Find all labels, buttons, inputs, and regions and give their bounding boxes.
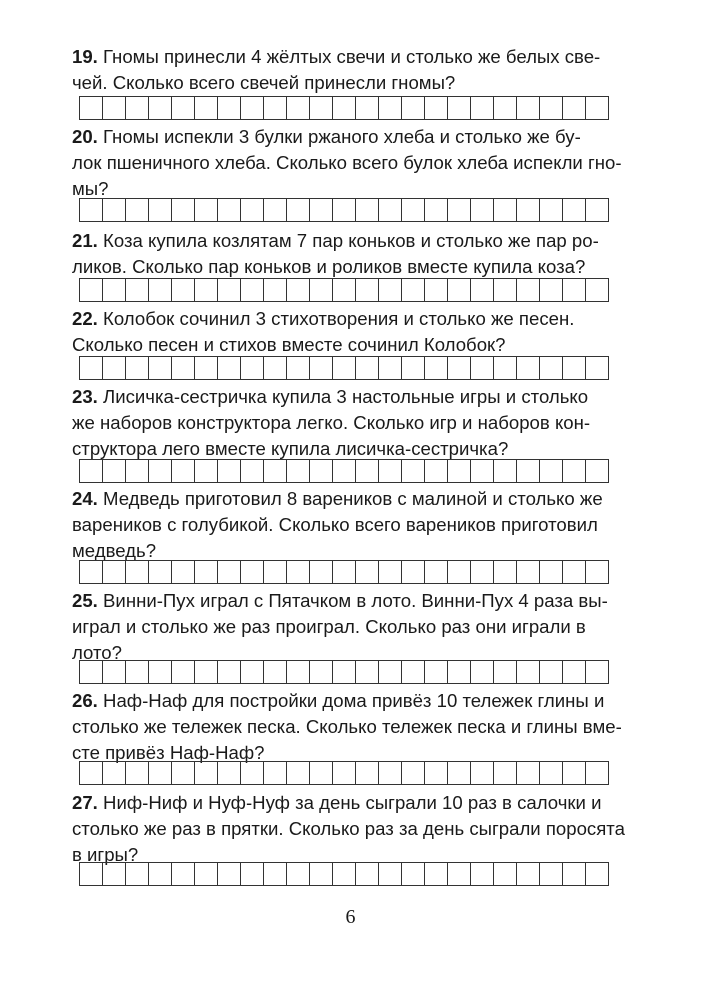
- answer-cell[interactable]: [447, 96, 471, 120]
- answer-cell[interactable]: [148, 761, 172, 785]
- answer-cell[interactable]: [79, 198, 103, 222]
- answer-cell[interactable]: [263, 198, 287, 222]
- task-text: Гномы принесли 4 жёлтых свечи и столько же белых све- чей. Сколько всего свечей принесли гномы?: [72, 46, 601, 93]
- answer-cell[interactable]: [194, 96, 218, 120]
- answer-cell[interactable]: [424, 96, 448, 120]
- answer-cell[interactable]: [355, 862, 379, 886]
- answer-cell[interactable]: [194, 560, 218, 584]
- answer-cell[interactable]: [217, 560, 241, 584]
- answer-cell[interactable]: [286, 278, 310, 302]
- answer-cell[interactable]: [539, 278, 563, 302]
- answer-grid[interactable]: [79, 660, 608, 684]
- answer-cell[interactable]: [539, 761, 563, 785]
- answer-cell[interactable]: [194, 198, 218, 222]
- answer-cell[interactable]: [332, 560, 356, 584]
- answer-cell[interactable]: [424, 761, 448, 785]
- task-27: [72, 790, 640, 868]
- answer-cell[interactable]: [125, 761, 149, 785]
- answer-cell[interactable]: [470, 761, 494, 785]
- task-number: 23.: [72, 386, 98, 407]
- answer-cell[interactable]: [378, 459, 402, 483]
- answer-cell[interactable]: [424, 660, 448, 684]
- answer-cell[interactable]: [516, 278, 540, 302]
- answer-cell[interactable]: [332, 862, 356, 886]
- answer-cell[interactable]: [171, 862, 195, 886]
- answer-cell[interactable]: [516, 660, 540, 684]
- answer-cell[interactable]: [286, 862, 310, 886]
- answer-cell[interactable]: [171, 198, 195, 222]
- answer-cell[interactable]: [194, 761, 218, 785]
- answer-cell[interactable]: [355, 198, 379, 222]
- answer-cell[interactable]: [516, 356, 540, 380]
- answer-cell[interactable]: [585, 761, 609, 785]
- answer-cell[interactable]: [79, 761, 103, 785]
- answer-cell[interactable]: [171, 96, 195, 120]
- task-number: 26.: [72, 690, 98, 711]
- answer-cell[interactable]: [148, 278, 172, 302]
- answer-cell[interactable]: [539, 198, 563, 222]
- task-text: Гномы испекли 3 булки ржаного хлеба и столько же бу- лок пшеничного хлеба. Сколько всего булок хлеба испекли гно- мы?: [72, 126, 622, 199]
- page-number: 6: [345, 906, 356, 928]
- task-text: Медведь приготовил 8 вареников с малиной и столько же вареников с голубикой. Сколько всего вареников приготовил медведь?: [72, 488, 603, 561]
- answer-cell[interactable]: [79, 278, 103, 302]
- task-text: Лисичка-сестричка купила 3 настольные игры и столько же наборов конструктора легко. Сколько игр и наборов кон- структора лего вместе купила лисичка-сестричка?: [72, 386, 591, 459]
- answer-cell[interactable]: [447, 459, 471, 483]
- answer-cell[interactable]: [217, 356, 241, 380]
- answer-cell[interactable]: [125, 560, 149, 584]
- answer-cell[interactable]: [585, 660, 609, 684]
- answer-cell[interactable]: [401, 198, 425, 222]
- answer-cell[interactable]: [240, 356, 264, 380]
- answer-cell[interactable]: [263, 560, 287, 584]
- answer-cell[interactable]: [194, 862, 218, 886]
- answer-cell[interactable]: [378, 96, 402, 120]
- answer-cell[interactable]: [240, 198, 264, 222]
- answer-cell[interactable]: [516, 862, 540, 886]
- answer-cell[interactable]: [355, 560, 379, 584]
- answer-cell[interactable]: [539, 459, 563, 483]
- answer-cell[interactable]: [263, 459, 287, 483]
- answer-cell[interactable]: [470, 356, 494, 380]
- answer-cell[interactable]: [217, 459, 241, 483]
- answer-cell[interactable]: [286, 356, 310, 380]
- answer-cell[interactable]: [102, 761, 126, 785]
- answer-cell[interactable]: [263, 278, 287, 302]
- answer-cell[interactable]: [148, 356, 172, 380]
- answer-cell[interactable]: [355, 660, 379, 684]
- answer-cell[interactable]: [585, 459, 609, 483]
- answer-cell[interactable]: [309, 96, 333, 120]
- task-text: Колобок сочинил 3 стихотворения и столько же песен. Сколько песен и стихов вместе сочинил Колобок?: [72, 308, 575, 355]
- answer-cell[interactable]: [309, 862, 333, 886]
- answer-cell[interactable]: [355, 459, 379, 483]
- answer-cell[interactable]: [470, 96, 494, 120]
- answer-cell[interactable]: [148, 560, 172, 584]
- answer-cell[interactable]: [401, 356, 425, 380]
- answer-cell[interactable]: [585, 96, 609, 120]
- task-number: 22.: [72, 308, 98, 329]
- answer-cell[interactable]: [493, 96, 517, 120]
- answer-cell[interactable]: [493, 761, 517, 785]
- task-26: [72, 688, 640, 766]
- answer-cell[interactable]: [516, 560, 540, 584]
- task-text: Винни-Пух играл с Пятачком в лото. Винни-Пух 4 раза вы- играл и столько же раз проиграл. Сколько раз они играли в лото?: [72, 590, 608, 663]
- answer-cell[interactable]: [516, 761, 540, 785]
- answer-cell[interactable]: [286, 96, 310, 120]
- task-22: [72, 306, 640, 358]
- answer-cell[interactable]: [401, 96, 425, 120]
- answer-cell[interactable]: [493, 356, 517, 380]
- answer-cell[interactable]: [470, 560, 494, 584]
- answer-cell[interactable]: [562, 96, 586, 120]
- answer-cell[interactable]: [125, 459, 149, 483]
- answer-cell[interactable]: [217, 96, 241, 120]
- answer-cell[interactable]: [148, 459, 172, 483]
- answer-grid[interactable]: [79, 198, 608, 222]
- answer-grid[interactable]: [79, 560, 608, 584]
- answer-cell[interactable]: [355, 761, 379, 785]
- answer-cell[interactable]: [309, 459, 333, 483]
- answer-cell[interactable]: [424, 560, 448, 584]
- answer-cell[interactable]: [493, 278, 517, 302]
- answer-cell[interactable]: [539, 356, 563, 380]
- answer-cell[interactable]: [585, 278, 609, 302]
- answer-cell[interactable]: [102, 198, 126, 222]
- answer-cell[interactable]: [562, 560, 586, 584]
- answer-cell[interactable]: [125, 278, 149, 302]
- answer-cell[interactable]: [447, 198, 471, 222]
- answer-cell[interactable]: [447, 356, 471, 380]
- answer-cell[interactable]: [562, 862, 586, 886]
- answer-cell[interactable]: [217, 198, 241, 222]
- answer-cell[interactable]: [493, 459, 517, 483]
- answer-cell[interactable]: [148, 660, 172, 684]
- answer-cell[interactable]: [171, 761, 195, 785]
- task-text: Наф-Наф для постройки дома привёз 10 тележек глины и столько же тележек песка. Сколько тележек песка и глины вме- сте привёз Наф-Наф?: [72, 690, 622, 763]
- answer-cell[interactable]: [102, 560, 126, 584]
- answer-cell[interactable]: [79, 660, 103, 684]
- answer-cell[interactable]: [217, 278, 241, 302]
- answer-grid[interactable]: [79, 356, 608, 380]
- answer-cell[interactable]: [562, 198, 586, 222]
- answer-cell[interactable]: [424, 356, 448, 380]
- task-25: [72, 588, 640, 666]
- task-20: [72, 124, 640, 202]
- answer-cell[interactable]: [171, 356, 195, 380]
- answer-cell[interactable]: [217, 761, 241, 785]
- answer-cell[interactable]: [401, 660, 425, 684]
- answer-cell[interactable]: [240, 660, 264, 684]
- task-number: 27.: [72, 792, 98, 813]
- answer-grid[interactable]: [79, 278, 608, 302]
- answer-cell[interactable]: [240, 96, 264, 120]
- answer-cell[interactable]: [148, 198, 172, 222]
- answer-cell[interactable]: [516, 96, 540, 120]
- answer-cell[interactable]: [286, 198, 310, 222]
- answer-cell[interactable]: [286, 660, 310, 684]
- answer-grid[interactable]: [79, 761, 608, 785]
- answer-cell[interactable]: [309, 278, 333, 302]
- answer-grid[interactable]: [79, 96, 608, 120]
- answer-cell[interactable]: [79, 862, 103, 886]
- answer-cell[interactable]: [447, 278, 471, 302]
- answer-cell[interactable]: [309, 761, 333, 785]
- answer-cell[interactable]: [194, 459, 218, 483]
- answer-cell[interactable]: [562, 761, 586, 785]
- task-number: 20.: [72, 126, 98, 147]
- answer-cell[interactable]: [125, 198, 149, 222]
- answer-cell[interactable]: [585, 862, 609, 886]
- answer-cell[interactable]: [493, 660, 517, 684]
- answer-cell[interactable]: [539, 96, 563, 120]
- answer-cell[interactable]: [332, 761, 356, 785]
- answer-cell[interactable]: [447, 761, 471, 785]
- task-23: [72, 384, 640, 462]
- answer-cell[interactable]: [493, 198, 517, 222]
- answer-cell[interactable]: [194, 660, 218, 684]
- answer-cell[interactable]: [263, 96, 287, 120]
- answer-cell[interactable]: [355, 278, 379, 302]
- answer-cell[interactable]: [263, 862, 287, 886]
- task-number: 21.: [72, 230, 98, 251]
- answer-cell[interactable]: [171, 560, 195, 584]
- answer-cell[interactable]: [516, 198, 540, 222]
- answer-grid[interactable]: [79, 862, 608, 886]
- answer-cell[interactable]: [240, 862, 264, 886]
- answer-cell[interactable]: [148, 96, 172, 120]
- answer-cell[interactable]: [286, 560, 310, 584]
- answer-cell[interactable]: [79, 459, 103, 483]
- answer-cell[interactable]: [102, 356, 126, 380]
- answer-cell[interactable]: [286, 761, 310, 785]
- answer-cell[interactable]: [125, 356, 149, 380]
- answer-cell[interactable]: [470, 660, 494, 684]
- answer-cell[interactable]: [194, 356, 218, 380]
- answer-cell[interactable]: [217, 660, 241, 684]
- answer-cell[interactable]: [585, 198, 609, 222]
- answer-cell[interactable]: [585, 356, 609, 380]
- answer-cell[interactable]: [378, 862, 402, 886]
- task-text: Коза купила козлятам 7 пар коньков и столько же пар ро- ликов. Сколько пар коньков и роликов вместе купила коза?: [72, 230, 599, 277]
- answer-cell[interactable]: [401, 278, 425, 302]
- answer-cell[interactable]: [470, 459, 494, 483]
- answer-cell[interactable]: [102, 862, 126, 886]
- answer-cell[interactable]: [470, 862, 494, 886]
- task-21: [72, 228, 640, 280]
- answer-cell[interactable]: [332, 660, 356, 684]
- answer-cell[interactable]: [424, 862, 448, 886]
- answer-cell[interactable]: [355, 96, 379, 120]
- answer-cell[interactable]: [562, 459, 586, 483]
- answer-cell[interactable]: [401, 862, 425, 886]
- answer-cell[interactable]: [332, 459, 356, 483]
- answer-cell[interactable]: [125, 96, 149, 120]
- answer-cell[interactable]: [493, 862, 517, 886]
- answer-cell[interactable]: [102, 96, 126, 120]
- answer-cell[interactable]: [240, 761, 264, 785]
- answer-cell[interactable]: [562, 660, 586, 684]
- answer-cell[interactable]: [562, 356, 586, 380]
- answer-cell[interactable]: [447, 862, 471, 886]
- answer-cell[interactable]: [585, 560, 609, 584]
- answer-cell[interactable]: [309, 198, 333, 222]
- answer-cell[interactable]: [286, 459, 310, 483]
- answer-cell[interactable]: [263, 660, 287, 684]
- answer-cell[interactable]: [171, 278, 195, 302]
- answer-cell[interactable]: [171, 660, 195, 684]
- answer-cell[interactable]: [332, 356, 356, 380]
- answer-cell[interactable]: [309, 560, 333, 584]
- answer-cell[interactable]: [539, 560, 563, 584]
- answer-cell[interactable]: [424, 459, 448, 483]
- answer-cell[interactable]: [79, 96, 103, 120]
- answer-cell[interactable]: [378, 198, 402, 222]
- answer-cell[interactable]: [332, 278, 356, 302]
- answer-cell[interactable]: [194, 278, 218, 302]
- answer-cell[interactable]: [332, 198, 356, 222]
- answer-cell[interactable]: [401, 560, 425, 584]
- answer-cell[interactable]: [562, 278, 586, 302]
- answer-cell[interactable]: [309, 356, 333, 380]
- answer-cell[interactable]: [401, 761, 425, 785]
- task-text: Ниф-Ниф и Нуф-Нуф за день сыграли 10 раз в салочки и столько же раз в прятки. Сколько раз за день сыграли поросята в игры?: [72, 792, 625, 865]
- answer-cell[interactable]: [263, 356, 287, 380]
- answer-cell[interactable]: [332, 96, 356, 120]
- answer-cell[interactable]: [378, 560, 402, 584]
- answer-cell[interactable]: [125, 862, 149, 886]
- task-number: 19.: [72, 46, 98, 67]
- answer-cell[interactable]: [447, 660, 471, 684]
- answer-cell[interactable]: [263, 761, 287, 785]
- answer-cell[interactable]: [102, 278, 126, 302]
- answer-cell[interactable]: [148, 862, 172, 886]
- task-number: 24.: [72, 488, 98, 509]
- task-number: 25.: [72, 590, 98, 611]
- answer-cell[interactable]: [217, 862, 241, 886]
- answer-cell[interactable]: [102, 660, 126, 684]
- answer-cell[interactable]: [171, 459, 195, 483]
- answer-cell[interactable]: [240, 560, 264, 584]
- answer-cell[interactable]: [240, 459, 264, 483]
- answer-cell[interactable]: [539, 862, 563, 886]
- answer-cell[interactable]: [539, 660, 563, 684]
- answer-cell[interactable]: [516, 459, 540, 483]
- answer-cell[interactable]: [79, 356, 103, 380]
- answer-grid[interactable]: [79, 459, 608, 483]
- answer-cell[interactable]: [125, 660, 149, 684]
- answer-cell[interactable]: [447, 560, 471, 584]
- task-19: [72, 44, 640, 96]
- answer-cell[interactable]: [493, 560, 517, 584]
- answer-cell[interactable]: [378, 356, 402, 380]
- answer-cell[interactable]: [424, 198, 448, 222]
- answer-cell[interactable]: [401, 459, 425, 483]
- answer-cell[interactable]: [240, 278, 264, 302]
- answer-cell[interactable]: [470, 198, 494, 222]
- answer-cell[interactable]: [424, 278, 448, 302]
- answer-cell[interactable]: [378, 278, 402, 302]
- answer-cell[interactable]: [378, 761, 402, 785]
- answer-cell[interactable]: [378, 660, 402, 684]
- answer-cell[interactable]: [102, 459, 126, 483]
- answer-cell[interactable]: [355, 356, 379, 380]
- answer-cell[interactable]: [470, 278, 494, 302]
- answer-cell[interactable]: [309, 660, 333, 684]
- answer-cell[interactable]: [79, 560, 103, 584]
- task-24: [72, 486, 640, 564]
